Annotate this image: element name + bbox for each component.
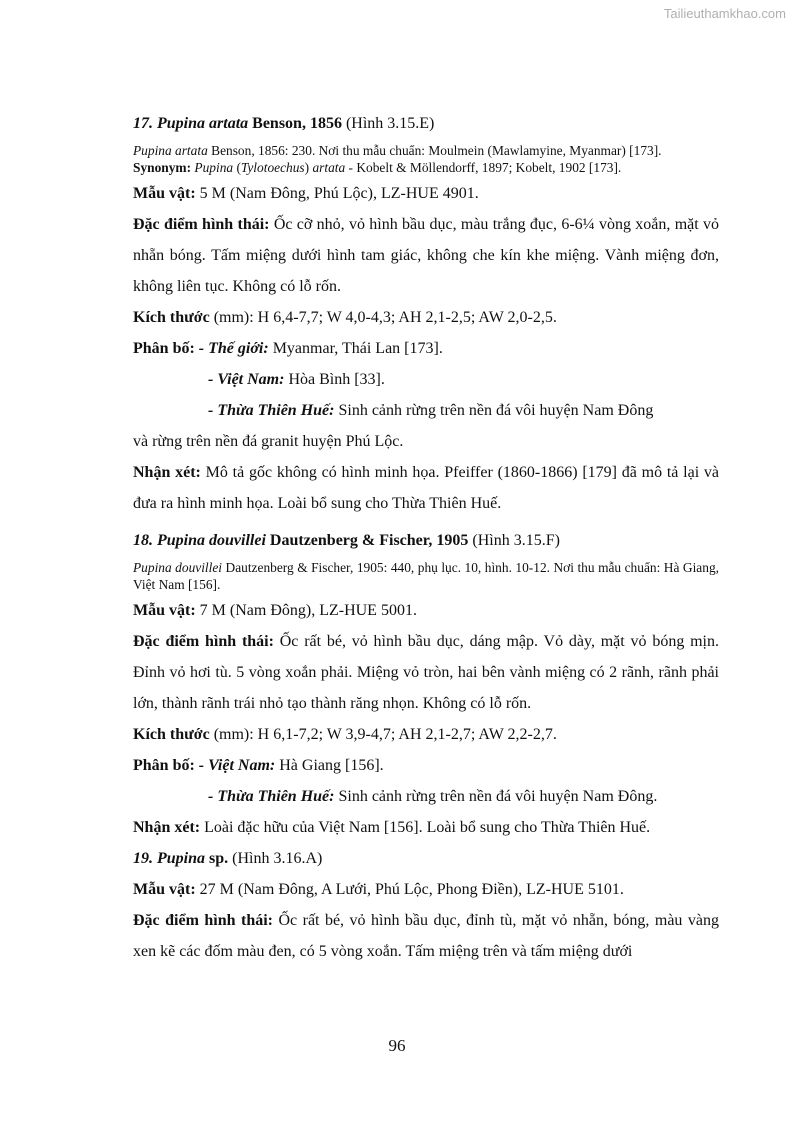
remark-label: Nhận xét: xyxy=(133,464,201,481)
species-18-reference xyxy=(133,559,719,593)
page-content xyxy=(133,112,719,967)
distribution-label: Phân bố: xyxy=(133,340,195,357)
species-17-author: Benson, 1856 xyxy=(252,115,342,132)
species-17-distribution-world xyxy=(133,333,719,364)
synonym-subgenus: Tylotoechus xyxy=(240,160,305,175)
synonym-species: artata xyxy=(312,160,346,175)
species-17-ref-text: Benson, 1856: 230. Nơi thu mẫu chuẩn: Moulmein (Mawlamyine, Myanmar) [173]. xyxy=(211,143,662,158)
species-18-remark xyxy=(133,812,719,843)
morphology-label: Đặc điểm hình thái: xyxy=(133,912,273,929)
species-19-morphology xyxy=(133,905,719,967)
species-19-author: sp. xyxy=(209,850,229,867)
species-17-distribution-hue-cont: và rừng trên nền đá granit huyện Phú Lộc. xyxy=(133,433,404,450)
distribution-hue-label: - Thừa Thiên Huế: xyxy=(208,788,335,805)
distribution-hue-text: Sinh cảnh rừng trên nền đá vôi huyện Nam Đông. xyxy=(338,788,658,805)
specimen-label: Mẫu vật: xyxy=(133,602,196,619)
species-19-specimen xyxy=(133,874,719,905)
species-19-heading xyxy=(133,843,719,874)
specimen-label: Mẫu vật: xyxy=(133,881,196,898)
distribution-world-text: Myanmar, Thái Lan [173]. xyxy=(272,340,443,357)
specimen-text: 5 M (Nam Đông, Phú Lộc), LZ-HUE 4901. xyxy=(199,185,479,202)
synonym-text: - Kobelt & Möllendorff, 1897; Kobelt, 1902 [173]. xyxy=(348,160,622,175)
species-17-name: Pupina artata xyxy=(157,115,249,132)
species-17-remark xyxy=(133,457,719,519)
species-18-specimen xyxy=(133,595,719,626)
species-18-author: Dautzenberg & Fischer, 1905 xyxy=(269,532,469,549)
species-19-number: 19. xyxy=(133,850,153,867)
distribution-world-label: - Thế giới: xyxy=(198,340,269,357)
species-18-number: 18. xyxy=(133,532,153,549)
species-17-number: 17. xyxy=(133,115,153,132)
distribution-vietnam-label: - Việt Nam: xyxy=(208,371,285,388)
watermark: Tailieuthamkhao.com xyxy=(663,6,786,21)
species-18-size xyxy=(133,719,719,750)
species-17-heading xyxy=(133,112,719,136)
species-17-reference xyxy=(133,142,719,159)
species-18-ref-text: Dautzenberg & Fischer, 1905: 440, phụ lục. 10, hình. 10-12. Nơi thu mẫu chuẩn: Hà Giang, Việt Nam [156]. xyxy=(133,560,719,592)
species-17-figure-ref: (Hình 3.15.E) xyxy=(345,115,435,132)
distribution-vietnam-label: - Việt Nam: xyxy=(198,757,276,774)
size-text: (mm): H 6,1-7,2; W 3,9-4,7; AH 2,1-2,7; AW 2,2-2,7. xyxy=(213,726,557,743)
remark-text: Loài đặc hữu của Việt Nam [156]. Loài bổ sung cho Thừa Thiên Huế. xyxy=(204,819,651,836)
specimen-text: 27 M (Nam Đông, A Lưới, Phú Lộc, Phong Điền), LZ-HUE 5101. xyxy=(199,881,624,898)
species-18-name: Pupina douvillei xyxy=(157,532,266,549)
species-18-morphology xyxy=(133,626,719,719)
species-17-ref-name: Pupina artata xyxy=(133,143,208,158)
species-18-distribution-vietnam xyxy=(133,750,719,781)
species-17-size xyxy=(133,302,719,333)
distribution-hue-label: - Thừa Thiên Huế: xyxy=(208,402,335,419)
specimen-text: 7 M (Nam Đông), LZ-HUE 5001. xyxy=(199,602,417,619)
distribution-hue-text: Sinh cảnh rừng trên nền đá vôi huyện Nam Đông xyxy=(338,402,654,419)
species-17-synonym: Synonym: Pupina (Tylotoechus) artata - Kobelt & Möllendorff, 1897; Kobelt, 1902 [173]. xyxy=(133,160,622,175)
species-17-distribution-hue xyxy=(133,395,719,426)
morphology-text: Ốc rất bé, vỏ hình bầu dục, đỉnh tù, mặt vỏ nhẵn, bóng, màu vàng xen kẽ các đốm màu đen, có 5 vòng xoắn. Tấm miệng trên và tấm miệng dưới xyxy=(133,912,720,960)
page-number: 96 xyxy=(388,1036,406,1055)
specimen-label: Mẫu vật: xyxy=(133,185,196,202)
species-18-heading xyxy=(133,529,719,553)
species-19-name: Pupina xyxy=(157,850,206,867)
species-17-morphology xyxy=(133,209,719,302)
size-label: Kích thước xyxy=(133,726,210,743)
morphology-text: Ốc cỡ nhỏ, vỏ hình bầu dục, màu trắng đục, 6-6¼ vòng xoắn, mặt vỏ nhẵn bóng. Tấm miệng dưới hình tam giác, không che kín khe miệng. Vành miệng đơn, không liên tục. Không có lỗ rốn. xyxy=(133,216,720,295)
species-19-figure-ref: (Hình 3.16.A) xyxy=(232,850,323,867)
remark-label: Nhận xét: xyxy=(133,819,201,836)
remark-text: Mô tả gốc không có hình minh họa. Pfeiffer (1860-1866) [179] đã mô tả lại và đưa ra hình minh họa. Loài bổ sung cho Thừa Thiên Huế. xyxy=(133,464,720,512)
species-17-specimen xyxy=(133,178,719,209)
size-label: Kích thước xyxy=(133,309,210,326)
species-18-figure-ref: (Hình 3.15.F) xyxy=(472,532,560,549)
distribution-vietnam-text: Hòa Bình [33]. xyxy=(288,371,385,388)
distribution-label: Phân bố: xyxy=(133,757,195,774)
synonym-genus: Pupina xyxy=(194,160,234,175)
distribution-vietnam-text: Hà Giang [156]. xyxy=(279,757,384,774)
morphology-label: Đặc điểm hình thái: xyxy=(133,216,270,233)
size-text: (mm): H 6,4-7,7; W 4,0-4,3; AH 2,1-2,5; AW 2,0-2,5. xyxy=(213,309,557,326)
species-18-distribution-hue xyxy=(133,781,719,812)
synonym-label: Synonym: xyxy=(133,160,192,175)
species-18-ref-name: Pupina douvillei xyxy=(133,560,223,575)
morphology-label: Đặc điểm hình thái: xyxy=(133,633,274,650)
morphology-text: Ốc rất bé, vỏ hình bầu dục, dáng mập. Vỏ dày, mặt vỏ bóng mịn. Đỉnh vỏ hơi tù. 5 vòng xoắn phải. Miệng vỏ tròn, hai bên vành miệng có 2 rãnh, rãnh phải lớn, thành rãnh trái nhỏ tạo thành răng nhọn. Không có lỗ rốn. xyxy=(133,633,719,712)
species-17-distribution-vietnam xyxy=(133,364,719,395)
